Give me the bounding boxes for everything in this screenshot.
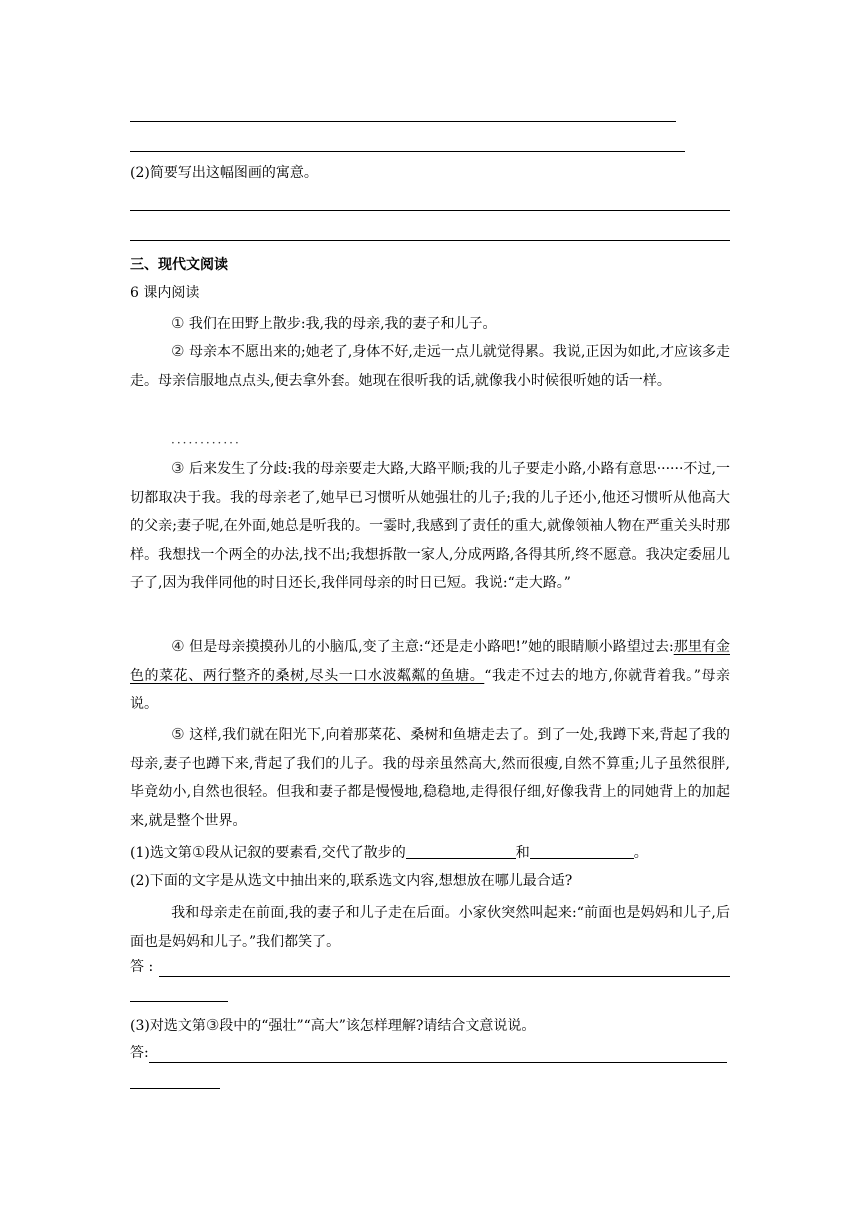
paragraph-number: ④ (171, 637, 185, 655)
answer-line[interactable] (130, 1088, 220, 1089)
fill-blank-1[interactable] (406, 844, 516, 859)
question-3: (3)对选文第③段中的“强壮”“高大”该怎样理解?请结合文意说说。 (130, 1016, 536, 1034)
answer-line[interactable] (159, 976, 730, 977)
section-heading: 三、现代文阅读 (130, 257, 228, 273)
answer-line[interactable] (130, 210, 730, 211)
paragraph-number: ① (171, 314, 185, 332)
fill-blank-2[interactable] (530, 844, 634, 859)
answer-label: 答: (130, 1045, 149, 1061)
paragraph-number: ⑤ (171, 725, 185, 743)
passage-paragraph-1: ① 我们在田野上散步:我,我的母亲,我的妻子和儿子。 (171, 314, 497, 332)
question-2: (2)下面的文字是从选文中抽出来的,联系选文内容,想想放在哪儿最合适? (130, 873, 573, 889)
answer-line[interactable] (130, 1001, 228, 1002)
extract-passage: 我和母亲走在前面,我的妻子和儿子走在后面。小家伙突然叫起来:“前面也是妈妈和儿子,后面也是妈妈和儿子。”我们都笑了。 (130, 905, 730, 950)
paragraph-number: ② (171, 342, 185, 360)
underlined-sentence: 那里有金色的菜花、两行整齐的桑树,尽头一口水波粼粼的鱼塘。 (130, 639, 730, 684)
answer-line[interactable] (149, 1062, 727, 1063)
passage-paragraph-5: ⑤ 这样,我们就在阳光下,向着那菜花、桑树和鱼塘走去了。到了一处,我蹲下来,背起了我的母亲,妻子也蹲下来,背起了我们的儿子。我的母亲虽然高大,然而很瘦,自然不算重;儿子虽然很胖,毕竟幼小,自然也很轻。但我和妻子都是慢慢地,稳稳地,走得很仔细,好像我背上的同她背上的加起来,就是整个世界。 (130, 725, 731, 829)
question-1: (1)选文第①段从记叙的要素看,交代了散步的 和 。 (130, 843, 648, 861)
answer-line[interactable] (130, 151, 685, 152)
ellipsis-dots: ············ (171, 436, 241, 450)
passage-paragraph-2: ② 母亲本不愿出来的;她老了,身体不好,走远一点儿就觉得累。我说,正因为如此,才应该多走走。母亲信服地点点头,便去拿外套。她现在很听我的话,就像我小时候很听她的话一样。 (130, 342, 731, 389)
paragraph-number: ③ (171, 459, 185, 477)
answer-line[interactable] (130, 240, 730, 241)
answer-line[interactable] (130, 121, 676, 122)
passage-paragraph-4: ④ 但是母亲摸摸孙儿的小脑瓜,变了主意:“还是走小路吧!”她的眼睛顺小路望过去:那里有金色的菜花、两行整齐的桑树,尽头一口水波粼粼的鱼塘。“我走不过去的地方,你就背着我。”母亲说。 (130, 637, 731, 712)
passage-paragraph-3: ③ 后来发生了分歧:我的母亲要走大路,大路平顺;我的儿子要走小路,小路有意思······不过,一切都取决于我。我的母亲老了,她早已习惯听从她强壮的儿子;我的儿子还小,他还习惯听从他高大的父亲;妻子呢,在外面,她总是听我的。一霎时,我感到了责任的重大,就像领袖人物在严重关头时那样。我想找一个两全的办法,找不出;我想拆散一家人,分成两路,各得其所,终不愿意。我决定委屈儿子了,因为我伴同他的时日还长,我伴同母亲的时日已短。我说:“走大路。” (130, 459, 730, 591)
question-2-meaning: (2)简要写出这幅图画的寓意。 (130, 165, 318, 181)
answer-label: 答 : (130, 959, 154, 975)
subsection-heading: 6 课内阅读 (130, 285, 200, 301)
